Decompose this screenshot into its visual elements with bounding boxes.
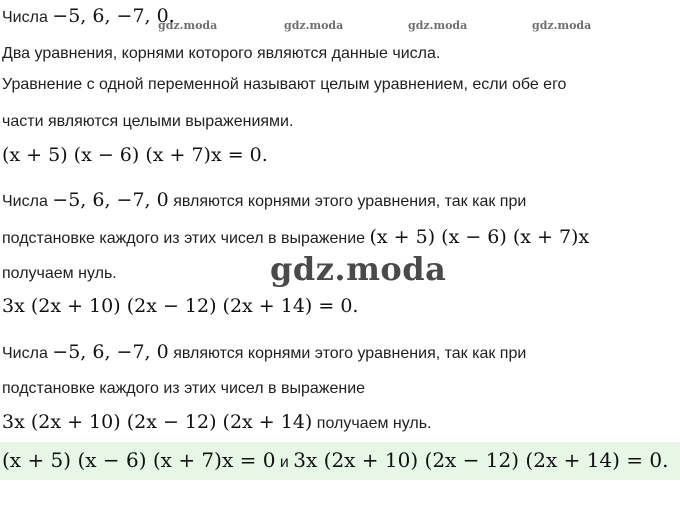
numbers-heading xyxy=(2,5,175,29)
explanation-2-expression: 3x (2x + 10) (2x − 12) (2x + 14) xyxy=(2,411,313,433)
explanation-1-numbers: −5, 6, −7, 0 xyxy=(52,189,169,211)
task-text: Два уравнения, корнями которого являются данные числа. xyxy=(2,45,441,62)
explanation-2-line3 xyxy=(2,411,432,435)
explanation-2-prefix: Числа xyxy=(2,345,48,362)
equation-1-formula: (x + 5) (x − 6) (x + 7)x = 0. xyxy=(2,144,268,166)
answer-conjunction: и xyxy=(279,454,289,471)
explanation-1-text: подстановке каждого из этих чисел в выражение xyxy=(2,230,366,247)
equation-1 xyxy=(2,144,268,168)
watermark-small: gdz.moda xyxy=(158,19,218,32)
answer-line xyxy=(2,449,669,474)
answer-equation-2: 3x (2x + 10) (2x − 12) (2x + 14) = 0. xyxy=(293,448,669,472)
explanation-2-suffix: являются корнями этого уравнения, так как при xyxy=(173,345,527,362)
explanation-2-text: получаем нуль. xyxy=(316,415,432,432)
explanation-1-expression: (x + 5) (x − 6) (x + 7)x xyxy=(369,226,590,248)
equation-2-formula: 3x (2x + 10) (2x − 12) (2x + 14) = 0. xyxy=(2,295,359,317)
explanation-1-line1 xyxy=(2,189,526,213)
watermark-small: gdz.moda xyxy=(532,19,592,32)
explanation-2-numbers: −5, 6, −7, 0 xyxy=(52,341,169,363)
answer-equation-1: (x + 5) (x − 6) (x + 7)x = 0 xyxy=(2,448,276,472)
explanation-1-line2 xyxy=(2,226,589,250)
definition-text-line1: Уравнение с одной переменной называют целым уравнением, если обе его xyxy=(2,76,567,93)
heading-prefix: Числа xyxy=(2,9,48,26)
heading-numbers: −5, 6, −7, 0. xyxy=(52,5,175,27)
explanation-1-suffix: являются корнями этого уравнения, так как при xyxy=(173,193,527,210)
explanation-1-prefix: Числа xyxy=(2,193,48,210)
definition-text-line2: части являются целыми выражениями. xyxy=(2,113,294,130)
watermark-small: gdz.moda xyxy=(408,19,468,32)
watermark-small: gdz.moda xyxy=(284,19,344,32)
explanation-2-line2: подстановке каждого из этих чисел в выражение xyxy=(2,380,366,397)
equation-2 xyxy=(2,295,358,319)
explanation-1-line3: получаем нуль. xyxy=(2,265,117,282)
watermark-logo: gdz.moda xyxy=(270,250,447,288)
explanation-2-line1 xyxy=(2,341,526,365)
